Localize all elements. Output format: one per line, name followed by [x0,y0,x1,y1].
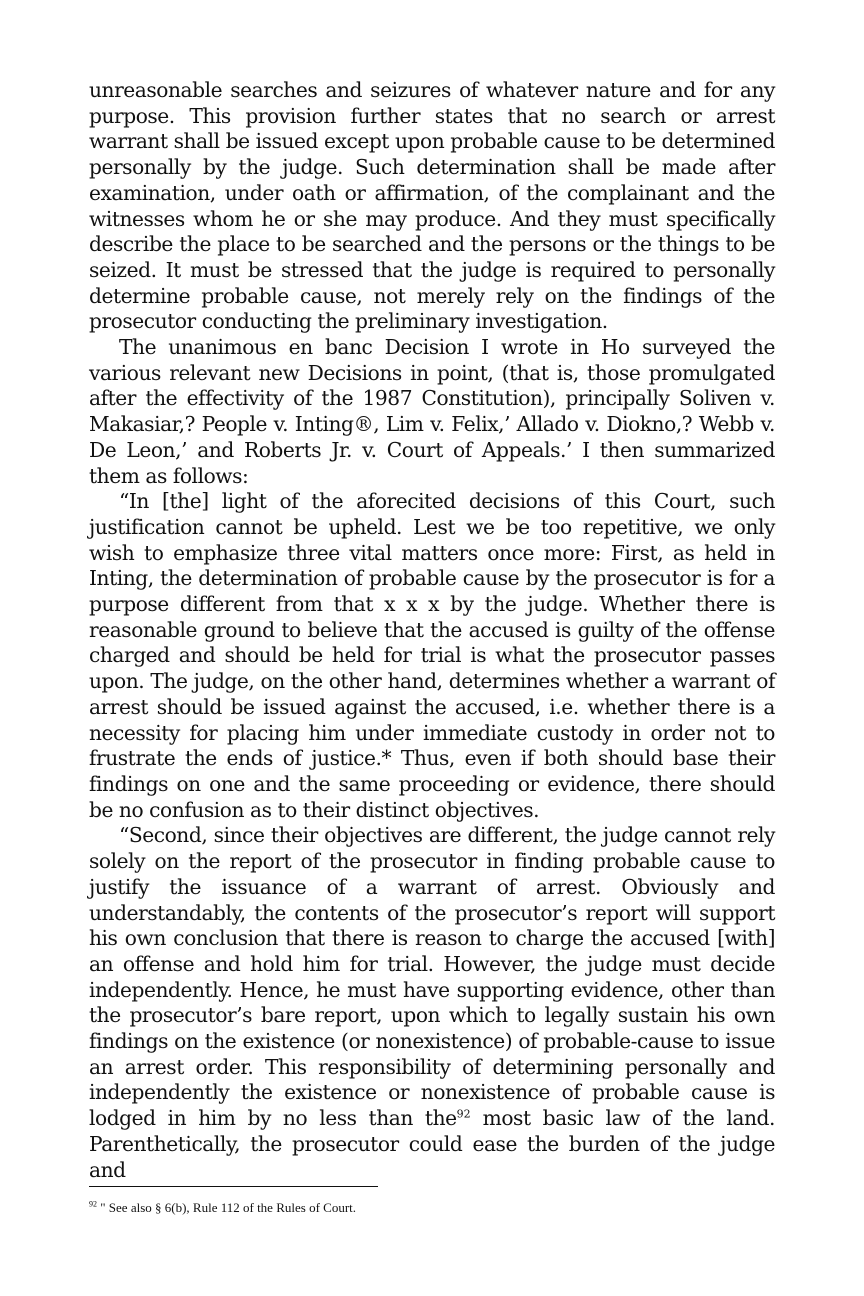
page-body [89,78,775,1183]
paragraph-4-text-b: most basic law of the land. Parenthetically, the prosecutor could ease the burden of the judge and [89,1106,775,1182]
paragraph-4-text-a: “Second, since their objectives are different, the judge cannot rely solely on the report of the prosecutor in finding probable cause to justify the issuance of a warrant of arrest. Obviously and understandably, the contents of the prosecutor’s report will support his own conclusion that there is reason to charge the accused [with] an offense and hold him for trial. However, the judge must decide independently. Hence, he must have supporting evidence, other than the prosecutor’s bare report, upon which to legally sustain his own findings on the existence (or nonexistence) of probable-cause to issue an arrest order. This responsibility of determining personally and independently the existence or nonexistence of probable cause is lodged in him by no less than the [89,823,775,1131]
paragraph-3: “In [the] light of the aforecited decisions of this Court, such justification cannot be upheld. Lest we be too repetitive, we only wish to emphasize three vital matters once more: First, as held in Inting, the determination of probable cause by the prosecutor is for a purpose different from that x x x by the judge. Whether there is reasonable ground to believe that the accused is guilty of the offense charged and should be held for trial is what the prosecutor passes upon. The judge, on the other hand, determines whether a warrant of arrest should be issued against the accused, i.e. whether there is a necessity for placing him under immediate custody in order not to frustrate the ends of justice.* Thus, even if both should base their findings on one and the same proceeding or evidence, there should be no confusion as to their distinct objectives. [89,489,775,822]
footnote-text: " See also § 6(b), Rule 112 of the Rules of Court. [97,1200,357,1215]
footnote-number: 92 [89,1199,97,1209]
footnote-divider [89,1186,378,1187]
paragraph-1: unreasonable searches and seizures of whatever nature and for any purpose. This provision further states that no search or arrest warrant shall be issued except upon probable cause to be determined personally by the judge. Such determination shall be made after examination, under oath or affirmation, of the complainant and the witnesses whom he or she may produce. And they must specifically describe the place to be searched and the persons or the things to be seized. It must be stressed that the judge is required to personally determine probable cause, not merely rely on the findings of the prosecutor conducting the preliminary investigation. [89,78,775,334]
paragraph-2: The unanimous en banc Decision I wrote in Ho surveyed the various relevant new Decisions in point, (that is, those promulgated after the effectivity of the 1987 Constitution), principally Soliven v. Makasiar,? People v. Inting®, Lim v. Felix,’ Allado v. Diokno,? Webb v. De Leon,’ and Roberts Jr. v. Court of Appeals.’ I then summarized them as follows: [89,335,775,488]
footnote [89,1199,775,1217]
paragraph-4 [89,823,775,1183]
footnote-reference: 92 [456,1107,471,1121]
